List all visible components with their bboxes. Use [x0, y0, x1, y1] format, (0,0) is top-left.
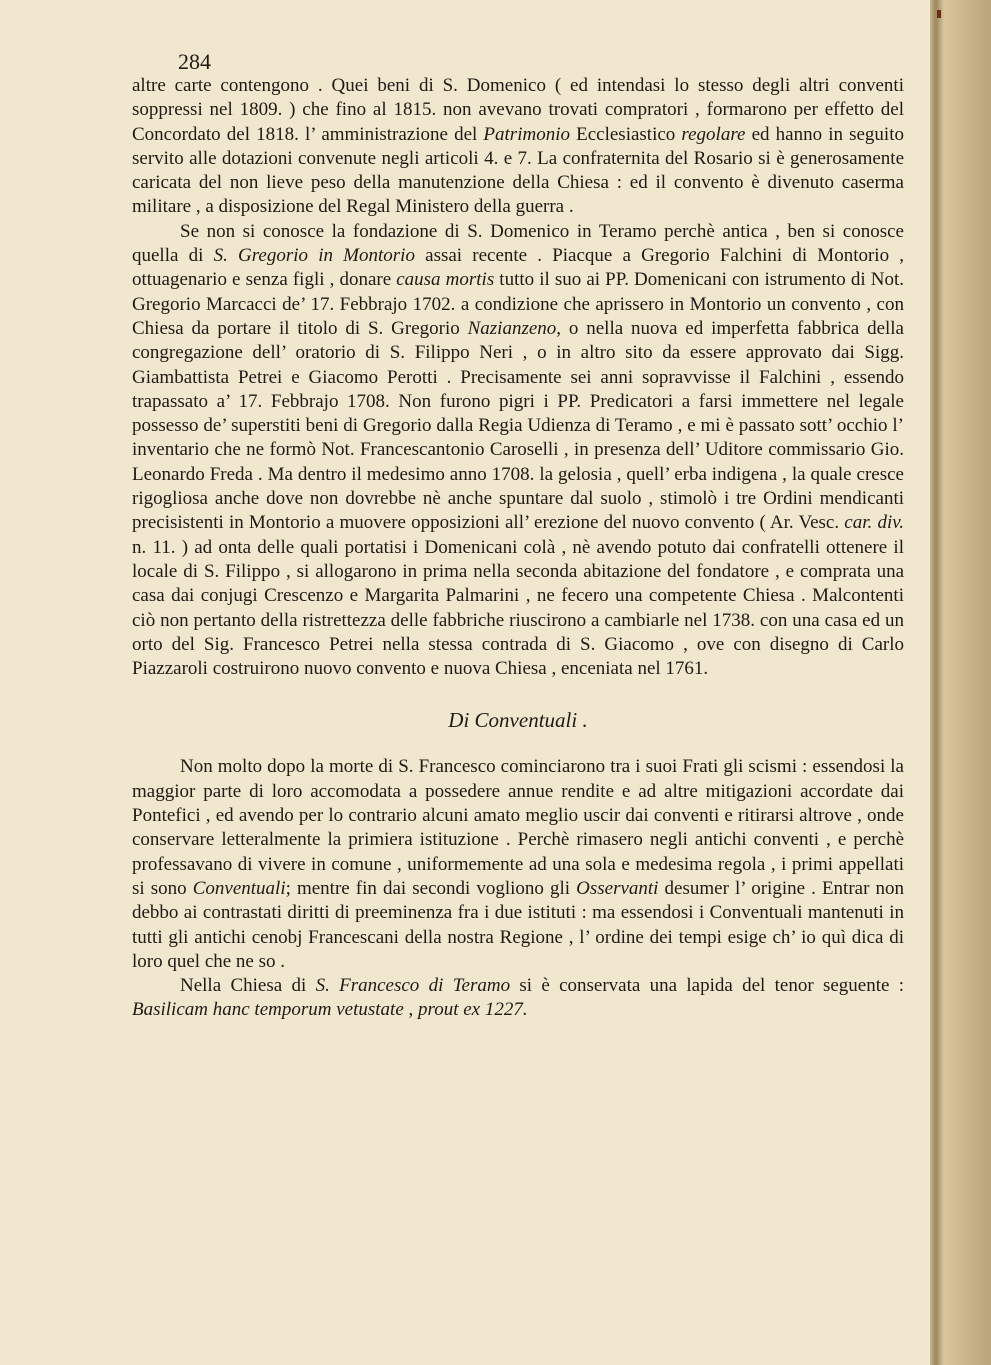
section-heading: Di Conventuali . [448, 708, 588, 733]
paragraph-san-francesco-teramo: Nella Chiesa di S. Francesco di Teramo si è conservata una lapida del tenor seguente : Basilicam hanc temporum vetustate , prout ex 1227. [132, 975, 905, 1021]
page-number: 284 [178, 49, 211, 74]
paragraph-dominican-property: altre carte contengono . Quei beni di S. Domenico ( ed intendasi lo stesso degli altri conventi soppressi nel 1809. ) che fino al 1815. non avevano trovati compratori , formarono per effetto del Concordato del 1818. l’ amministrazione del Patrimonio Ecclesiastico regolare ed hanno in seguito servito alle dotazioni convenute negli articoli 4. e 7. La confraternita del Rosario si è generosamente caricata del non lieve peso della manutenzione della Chiesa : ed il convento è divenuto caserma militare , a disposizione del Regal Ministero della guerra . [132, 75, 904, 218]
page-edge-shadow [930, 0, 991, 1365]
paragraph-montorio-convent: Se non si conosce la fondazione di S. Domenico in Teramo perchè antica , ben si conosce quella di S. Gregorio in Montorio assai recente . Piacque a Gregorio Falchini di Montorio , ottuagenario e senza figli , donare causa mortis tutto il suo ai PP. Domenicani con istrumento di Not. Gregorio Marcacci de’ 17. Febbrajo 1702. a condizione che aprissero in Montorio un convento , con Chiesa da portare il titolo di S. Gregorio Nazianzeno, o nella nuova ed imperfetta fabbrica della congregazione dell’ oratorio di S. Filippo Neri , o in altro sito da essere approvato dai Sigg. Giambattista Petrei e Giacomo Perotti . Precisamente sei anni sopravvisse il Falchini , essendo trapassato a’ 17. Febbrajo 1708. Non furono pigri i PP. Predicatori a farsi immettere nel legale possesso de’ superstiti beni di Gregorio dalla Regia Udienza di Teramo , e mi è passato sott’ occhio l’ inventario che ne formò Not. Francescantonio Caroselli , in presenza dell’ Uditore commissario Gio. Leonardo Freda . Ma dentro il medesimo anno 1708. la gelosia , quell’ erba indigena , la quale cresce rigogliosa anche dove non dovrebbe nè anche spuntare dal suolo , stimolò i tre Ordini mendicanti precisistenti in Montorio a muovere opposizioni all’ erezione del nuovo convento ( Ar. Vesc. car. div. n. 11. ) ad onta delle quali portatisi i Domenicani colà , nè avendo potuto dai confratelli ottenere il locale di S. Filippo , si allogarono in prima nella seconda abitazione del fondatore , e comprata una casa dai conjugi Crescenzo e Margarita Palmarini , ne fecero una competente Chiesa . Malcontenti ciò non pertanto della ristrettezza delle fabbriche riuscirono a cambiarle nel 1738. con una casa ed un orto del Sig. Francesco Petrei nella stessa contrada di S. Giacomo , ove con disegno di Carlo Piazzaroli costruirono nuovo convento e nuova Chiesa , enceniata nel 1761. [132, 220, 905, 680]
bookmark-tab [937, 10, 941, 18]
page-text [132, 50, 904, 1023]
paragraph-conventuals: Non molto dopo la morte di S. Francesco cominciarono tra i suoi Frati gli scismi : essendosi la maggior parte di loro accomodata a possedere annue rendite e ad altre mitigazioni accordate dai Pontefici , ed avendo per lo contrario alcuni amato meglio uscir dai conventi e ritirarsi altrove , onde conservare letteralmente la primiera istituzione . Perchè rimasero negli antichi conventi , e perchè professavano di vivere in comune , uniformemente ad una sola e medesima regola , i primi appellati si sono Conventuali; mentre fin dai secondi vogliono gli Osservanti desumer l’ origine . Entrar non debbo ai contrastati diritti di preeminenza fra i due istituti : ma essendosi i Conventuali mantenuti in tutti gli antichi cenobj Francescani della nostra Regione , l’ ordine dei tempi esige ch’ io quì dica di loro quel che ne so . [132, 756, 904, 972]
